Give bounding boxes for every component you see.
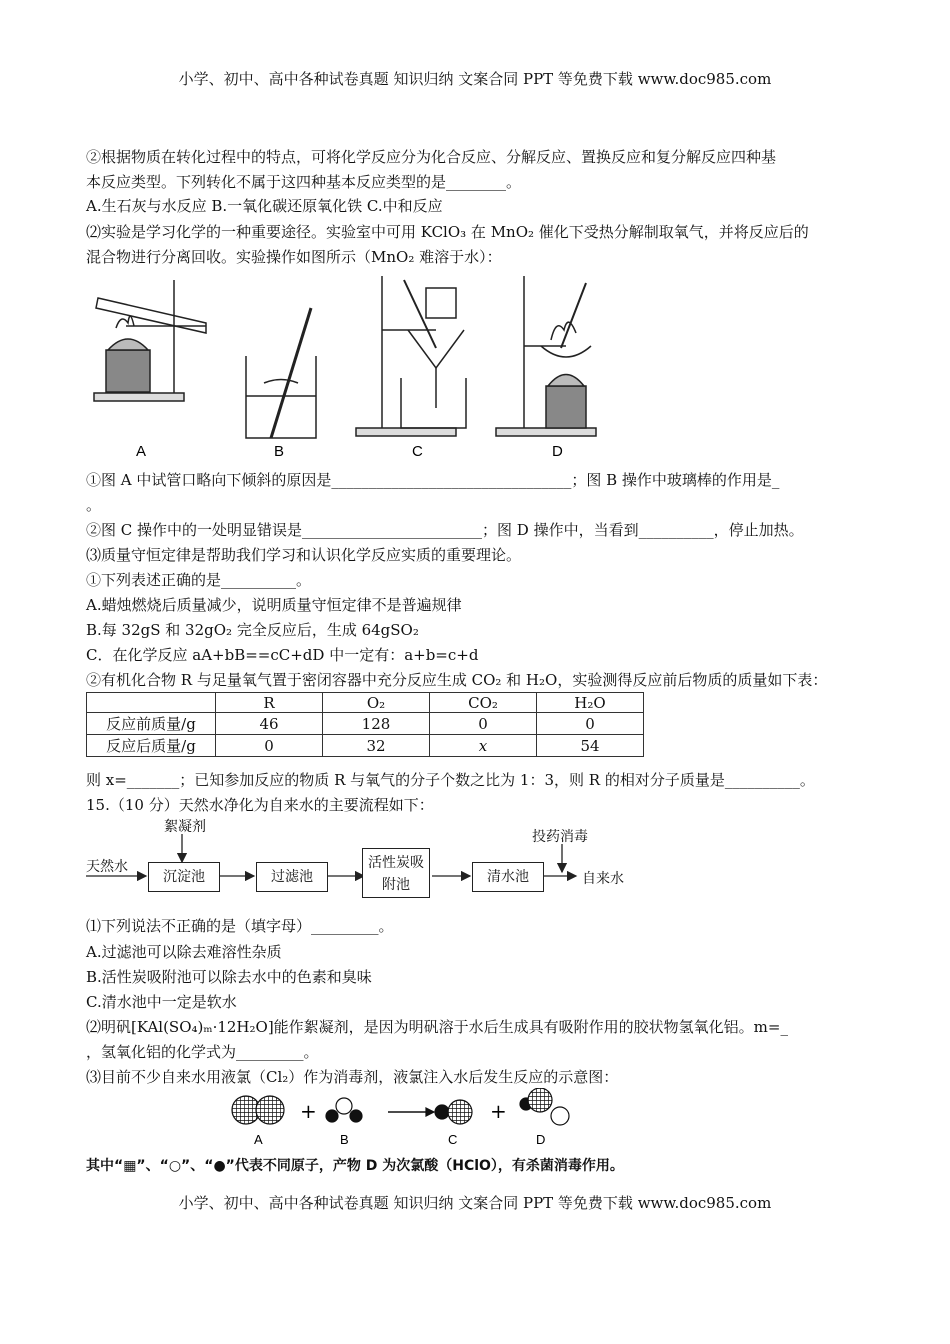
table-cell: 0 (537, 713, 644, 735)
question-line: 本反应类型。下列转化不属于这四种基本反应类型的是________。 (86, 173, 522, 191)
option-line: C.清水池中一定是软水 (86, 993, 237, 1011)
apparatus-label: C (412, 443, 423, 460)
apparatus-c-filtration (356, 276, 466, 436)
option-line: B.每 32gS 和 32gO₂ 完全反应后，生成 64gSO₂ (86, 621, 419, 639)
question-line: ⑶目前不少自来水用液氯（Cl₂）作为消毒剂，液氯注入水后发生反应的示意图： (86, 1068, 619, 1086)
question-line: 。 (86, 496, 102, 514)
flow-step-filtration: 过滤池 (256, 862, 328, 892)
table-header-cell: O₂ (323, 693, 430, 713)
table-cell: 128 (323, 713, 430, 735)
reaction-atom-cl (528, 1088, 552, 1112)
question-line: ②有机化合物 R 与足量氧气置于密闭容器中充分反应生成 CO₂ 和 H₂O，实验测得反应前后物质的质量如下表： (86, 671, 828, 689)
reaction-label: D (536, 1132, 546, 1147)
question-title: 15.（10 分）天然水净化为自来水的主要流程如下： (86, 796, 434, 814)
question-line: ②根据物质在转化过程中的特点，可将化学反应分为化合反应、分解反应、置换反应和复分解反应四种基 (86, 148, 777, 166)
apparatus-a-heating-test-tube (94, 280, 206, 401)
flow-input: 天然水 (86, 859, 128, 875)
table-row (87, 713, 644, 735)
table-header-row (87, 693, 644, 713)
flow-step-activated-carbon: 活性炭吸附池 (362, 848, 430, 898)
table-row (87, 735, 644, 757)
mass-table (86, 692, 644, 757)
apparatus-figure (86, 268, 616, 463)
question-line: 则 x=_______；已知参加反应的物质 R 与氧气的分子个数之比为 1：3，则 R 的相对分子质量是__________。 (86, 771, 815, 789)
apparatus-label: A (136, 443, 147, 460)
table-cell: 32 (323, 735, 430, 757)
reaction-atom-o (551, 1107, 569, 1125)
question-line: ①下列表述正确的是__________。 (86, 571, 312, 589)
page-header: 小学、初中、高中各种试卷真题 知识归纳 文案合同 PPT 等免费下载 www.doc985.com (178, 70, 772, 88)
table-header-cell: CO₂ (430, 693, 537, 713)
question-line: ⑶质量守恒定律是帮助我们学习和认识化学反应实质的重要理论。 (86, 546, 522, 564)
apparatus-b-beaker-stirring (246, 308, 316, 438)
table-header-cell: R (216, 693, 323, 713)
apparatus-d-evaporation (496, 276, 596, 436)
flow-coagulant-label: 絮凝剂 (164, 819, 206, 835)
reaction-plus: + (300, 1099, 317, 1123)
table-cell: 反应后质量/g (87, 735, 216, 757)
page-footer: 小学、初中、高中各种试卷真题 知识归纳 文案合同 PPT 等免费下载 www.doc985.com (178, 1194, 772, 1212)
apparatus-label: B (274, 443, 285, 460)
reaction-atom-cl (448, 1100, 472, 1124)
reaction-plus: + (490, 1099, 507, 1123)
reaction-atom-o (336, 1098, 352, 1114)
question-line: 混合物进行分离回收。实验操作如图所示（MnO₂ 难溶于水）： (86, 248, 502, 266)
reaction-label: B (340, 1132, 349, 1147)
reaction-diagram (220, 1088, 600, 1150)
flow-step-sedimentation: 沉淀池 (148, 862, 220, 892)
table-cell: 0 (430, 713, 537, 735)
option-line: A.生石灰与水反应 B.一氧化碳还原氧化铁 C.中和反应 (86, 197, 443, 215)
table-header-cell: H₂O (537, 693, 644, 713)
table-cell: 反应前质量/g (87, 713, 216, 735)
option-line: A.过滤池可以除去难溶性杂质 (86, 943, 282, 961)
option-line: B.活性炭吸附池可以除去水中的色素和臭味 (86, 968, 372, 986)
option-line: C．在化学反应 aA+bB==cC+dD 中一定有：a+b=c+d (86, 646, 479, 664)
reaction-atom-h (350, 1110, 362, 1122)
table-cell: 54 (537, 735, 644, 757)
table-cell: 46 (216, 713, 323, 735)
reaction-atom-h (326, 1110, 338, 1122)
question-line: ②图 C 操作中的一处明显错误是________________________；图 D 操作中，当看到__________，停止加热。 (86, 521, 804, 539)
reaction-atom-cl (256, 1096, 284, 1124)
table-cell: 0 (216, 735, 323, 757)
reaction-label: C (448, 1132, 458, 1147)
question-line: ①图 A 中试管口略向下倾斜的原因是________________________________；图 B 操作中玻璃棒的作用是_ (86, 471, 780, 489)
question-line: ⑵实验是学习化学的一种重要途径。实验室中可用 KClO₃ 在 MnO₂ 催化下受热分解制取氧气，并将反应后的 (86, 223, 809, 241)
table-header-cell (87, 693, 216, 713)
flow-output: 自来水 (582, 871, 624, 887)
apparatus-label: D (552, 443, 563, 460)
question-line: ⑴下列说法不正确的是（填字母）_________。 (86, 917, 394, 935)
reaction-label: A (254, 1132, 263, 1147)
flow-step-clear-water: 清水池 (472, 862, 544, 892)
flow-disinfect-label: 投药消毒 (532, 829, 588, 845)
reaction-legend: 其中“▦”、“○”、“●”代表不同原子，产物 D 为次氯酸（HClO），有杀菌消毒作用。 (86, 1158, 624, 1174)
reaction-atom-h (435, 1105, 449, 1119)
question-line: ，氢氧化铝的化学式为_________。 (86, 1043, 319, 1061)
option-line: A.蜡烛燃烧后质量减少，说明质量守恒定律不是普遍规律 (86, 596, 462, 614)
table-cell: x (430, 735, 537, 757)
question-line: ⑵明矾[KAl(SO₄)ₘ·12H₂O]能作絮凝剂，是因为明矾溶于水后生成具有吸附作用的胶状物氢氧化铝。m=_ (86, 1018, 788, 1036)
